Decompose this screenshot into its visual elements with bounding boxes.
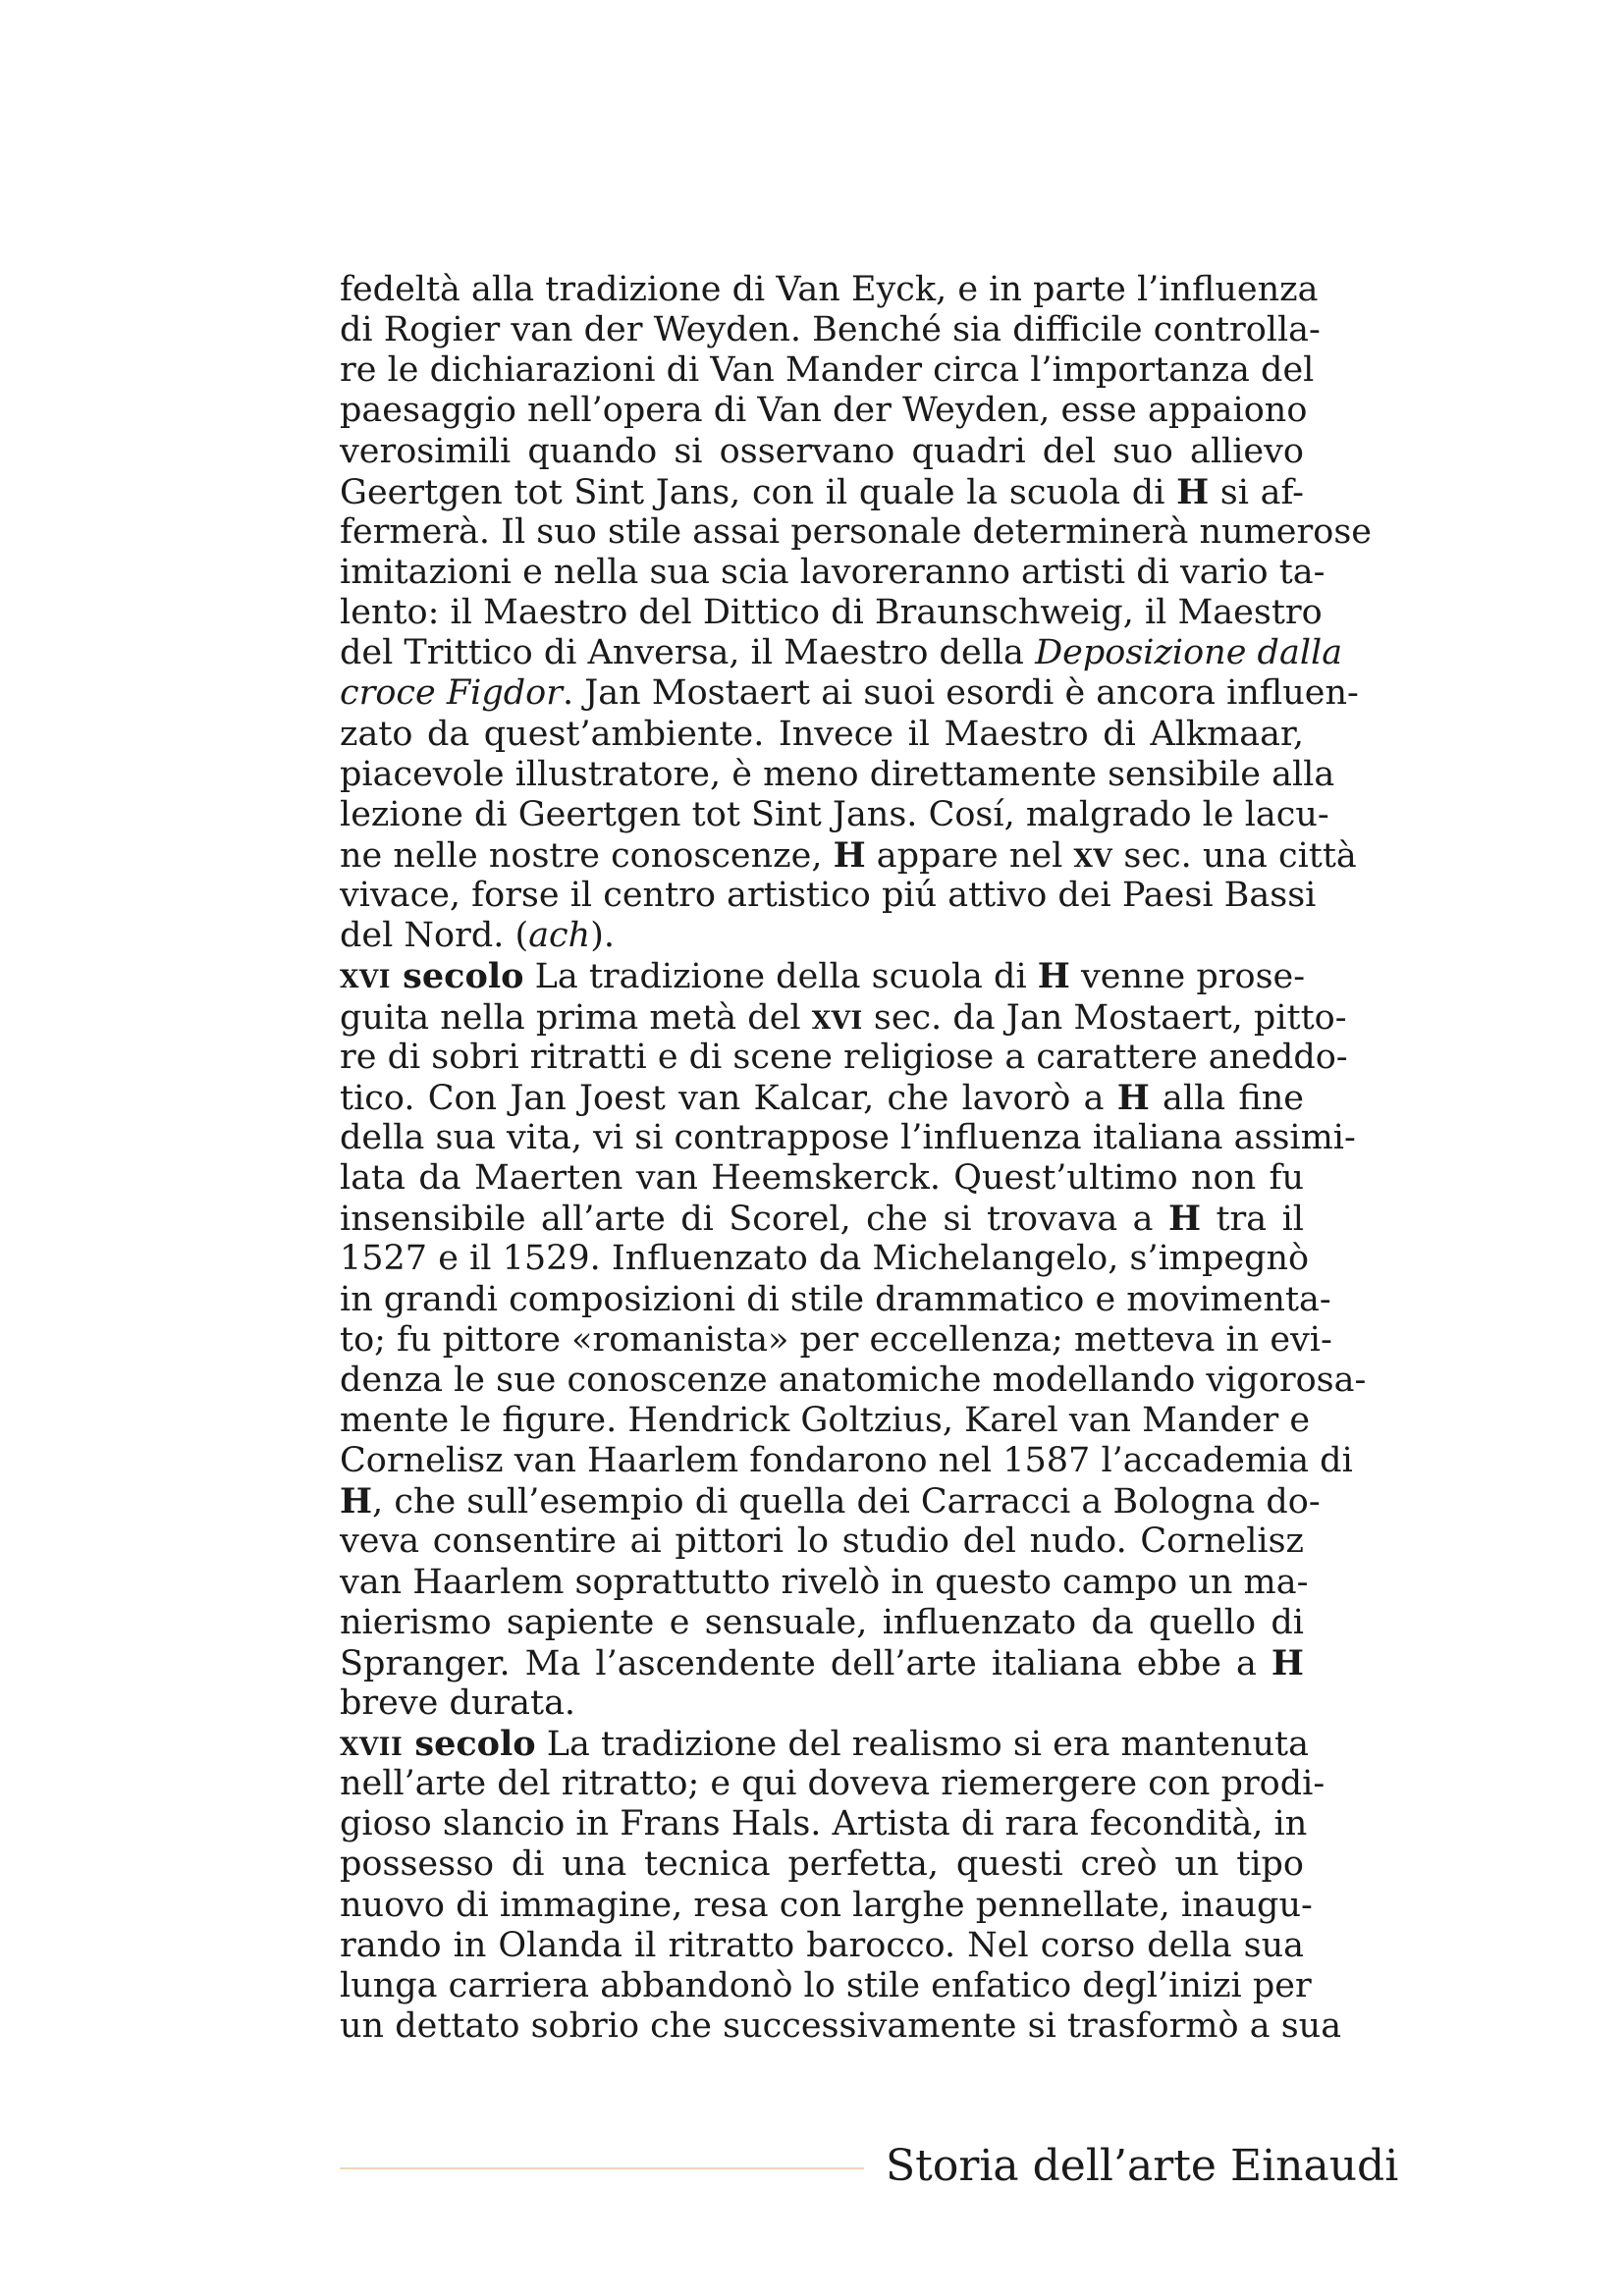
text-line xyxy=(340,593,1323,633)
text-line xyxy=(340,794,1329,835)
text-run: re di sobri ritratti e di scene religiose a carattere aneddo- xyxy=(340,1037,1348,1077)
text-line xyxy=(340,2006,1342,2047)
text-run: denza le sue conoscenze anatomiche modellando vigorosa- xyxy=(340,1360,1367,1400)
century-numeral: xvi xyxy=(340,956,391,997)
text-run: re le dichiarazioni di Van Mander circa l’importanza del xyxy=(340,350,1315,391)
text-line xyxy=(340,1441,1353,1481)
bold-term: H xyxy=(833,834,866,876)
year-number: 1587 xyxy=(1002,1441,1091,1481)
text-line xyxy=(340,270,1319,310)
body-text xyxy=(340,270,1372,2047)
text-line xyxy=(340,876,1317,916)
text-run: in grandi composizioni di stile drammatico e movimenta- xyxy=(340,1279,1331,1319)
text-run: ne nelle nostre conoscenze, xyxy=(340,835,834,876)
text-run: alla fine xyxy=(1149,1078,1304,1118)
paragraph xyxy=(340,956,1367,1724)
text-line xyxy=(340,956,1304,996)
paragraph xyxy=(340,1724,1342,2047)
text-run: veva consentire ai pittori lo studio del nudo. Cornelisz xyxy=(340,1522,1304,1562)
text-line xyxy=(340,472,1304,512)
text-line xyxy=(340,511,1372,553)
italic-term: Deposizione dalla xyxy=(1035,633,1343,673)
paragraph xyxy=(340,270,1372,956)
text-run: tra il xyxy=(1201,1200,1304,1240)
text-run: e il xyxy=(427,1239,503,1279)
text-run: breve durata. xyxy=(340,1682,576,1723)
text-line xyxy=(340,1158,1304,1199)
text-run: ). xyxy=(590,916,615,956)
footer-rule xyxy=(340,2167,864,2169)
text-line xyxy=(340,1562,1309,1603)
text-run: imitazioni e nella sua scia lavoreranno artisti di vario ta- xyxy=(340,552,1325,592)
year-number: 1529 xyxy=(502,1239,590,1279)
text-run: si af- xyxy=(1209,472,1304,512)
text-run: zato da quest’ambiente. Invece il Maestro di Alkmaar, xyxy=(340,714,1304,754)
text-run: venne prose- xyxy=(1069,957,1306,997)
text-run: nell’arte del ritratto; e qui doveva riemergere con prodi- xyxy=(340,1764,1325,1804)
text-line xyxy=(340,673,1359,714)
text-run: un dettato sobrio che successivamente si trasformò a sua xyxy=(340,2006,1342,2047)
text-line xyxy=(340,1400,1311,1441)
italic-term: croce Figdor xyxy=(340,673,563,714)
bold-term: secolo xyxy=(391,956,524,997)
text-line xyxy=(340,1724,1309,1765)
century-numeral: xv xyxy=(1073,834,1113,876)
text-line xyxy=(340,1279,1331,1320)
text-run: La tradizione della scuola di xyxy=(523,957,1038,997)
text-line xyxy=(340,1683,1304,1724)
text-line xyxy=(340,1239,1310,1279)
text-run: gioso slancio in Frans Hals. Artista di rara fecondità, in xyxy=(340,1804,1308,1844)
text-line xyxy=(340,1643,1304,1683)
text-run: piacevole illustratore, è meno direttamente sensibile alla xyxy=(340,754,1335,794)
bold-term: H xyxy=(1167,1199,1202,1240)
text-line xyxy=(340,834,1357,876)
text-line xyxy=(340,715,1304,755)
text-line xyxy=(340,916,1304,956)
text-line xyxy=(340,432,1304,472)
bold-term: H xyxy=(1271,1642,1304,1683)
text-line xyxy=(340,1965,1312,2006)
text-line xyxy=(340,1199,1304,1239)
text-line xyxy=(340,1603,1304,1643)
text-run: Geertgen tot Sint Jans, con il quale la scuola di xyxy=(340,472,1177,512)
text-line xyxy=(340,996,1347,1038)
text-line xyxy=(340,1522,1304,1562)
text-run: , che sull’esempio di quella dei Carracci a Bologna do- xyxy=(372,1482,1321,1522)
text-run: verosimili quando si osservano quadri del suo allievo xyxy=(340,431,1304,471)
text-run: La tradizione del realismo si era mantenuta xyxy=(535,1725,1309,1765)
text-line xyxy=(340,1764,1325,1804)
text-run: fermerà. Il suo stile assai personale determinerà numerose xyxy=(340,511,1372,552)
text-run: nierismo sapiente e sensuale, influenzato da quello di xyxy=(340,1602,1304,1642)
text-run: lata da Maerten van Heemskerck. Quest’ultimo non fu xyxy=(340,1158,1304,1199)
century-numeral: xvi xyxy=(811,996,863,1038)
text-line xyxy=(340,391,1308,431)
text-run: del Nord. ( xyxy=(340,916,529,956)
text-line xyxy=(340,1804,1308,1844)
text-run: lento: il Maestro del Dittico di Braunschweig, il Maestro xyxy=(340,593,1323,633)
year-number: 1527 xyxy=(340,1239,428,1279)
text-run: fedeltà alla tradizione di Van Eyck, e in parte l’influenza xyxy=(340,270,1319,309)
text-line xyxy=(340,1481,1321,1522)
text-line xyxy=(340,1885,1313,1926)
bold-term: H xyxy=(1037,956,1070,997)
bold-term: H xyxy=(1176,471,1210,512)
text-line xyxy=(340,1926,1304,1966)
text-line xyxy=(340,350,1315,391)
text-line xyxy=(340,1078,1304,1118)
bold-term: H xyxy=(340,1481,373,1522)
text-run: Cornelisz van Haarlem fondarono nel xyxy=(340,1441,1003,1481)
text-line xyxy=(340,1844,1304,1885)
text-run: . Influenzato da Michelangelo, s’impegnò xyxy=(589,1239,1310,1279)
text-run: sec. da Jan Mostaert, pitto- xyxy=(862,997,1347,1038)
text-run: insensibile all’arte di Scorel, che si trovava a xyxy=(340,1200,1168,1240)
text-line xyxy=(340,1319,1332,1361)
text-line xyxy=(340,1360,1367,1401)
text-run: vivace, forse il centro artistico piú attivo dei Paesi Bassi xyxy=(340,876,1317,916)
text-run: to; fu pittore «romanista» per eccellenza; metteva in evi- xyxy=(340,1319,1332,1360)
text-run: sec. una città xyxy=(1112,835,1357,876)
text-line xyxy=(340,754,1335,795)
text-run: possesso di una tecnica perfetta, questi creò un tipo xyxy=(340,1844,1304,1885)
text-run: Spranger. Ma l’ascendente dell’arte italiana ebbe a xyxy=(340,1643,1271,1683)
text-line xyxy=(340,1117,1356,1158)
footer-publication-title: Storia dell’arte Einaudi xyxy=(886,2141,1399,2191)
century-numeral: xvii xyxy=(340,1724,404,1765)
text-line xyxy=(340,1037,1348,1078)
text-run: di Rogier van der Weyden. Benché sia difficile controlla- xyxy=(340,310,1321,350)
text-run: l’accademia di xyxy=(1090,1441,1353,1481)
text-run: lezione di Geertgen tot Sint Jans. Cosí, malgrado le lacu- xyxy=(340,794,1329,834)
text-line xyxy=(340,633,1343,673)
text-run: van Haarlem soprattutto rivelò in questo campo un ma- xyxy=(340,1562,1309,1602)
text-run: tico. Con Jan Joest van Kalcar, che lavorò a xyxy=(340,1078,1117,1118)
text-run: della sua vita, vi si contrappose l’influenza italiana assimi- xyxy=(340,1117,1356,1157)
text-run: nuovo di immagine, resa con larghe pennellate, inaugu- xyxy=(340,1885,1313,1925)
bold-term: secolo xyxy=(403,1724,536,1765)
text-line xyxy=(340,310,1321,350)
text-run: . Jan Mostaert ai suoi esordi è ancora influen- xyxy=(562,673,1359,714)
text-run: appare nel xyxy=(865,835,1074,876)
text-run: del Trittico di Anversa, il Maestro della xyxy=(340,633,1036,673)
italic-term: ach xyxy=(528,916,591,956)
text-run: rando in Olanda il ritratto barocco. Nel corso della sua xyxy=(340,1925,1304,1965)
text-run: lunga carriera abbandonò lo stile enfatico degl’inizi per xyxy=(340,1965,1312,2005)
text-run: guita nella prima metà del xyxy=(340,997,812,1038)
text-run: mente le figure. Hendrick Goltzius, Karel van Mander e xyxy=(340,1400,1311,1440)
text-line xyxy=(340,552,1325,593)
text-run: paesaggio nell’opera di Van der Weyden, esse appaiono xyxy=(340,391,1308,431)
bold-term: H xyxy=(1116,1077,1150,1118)
